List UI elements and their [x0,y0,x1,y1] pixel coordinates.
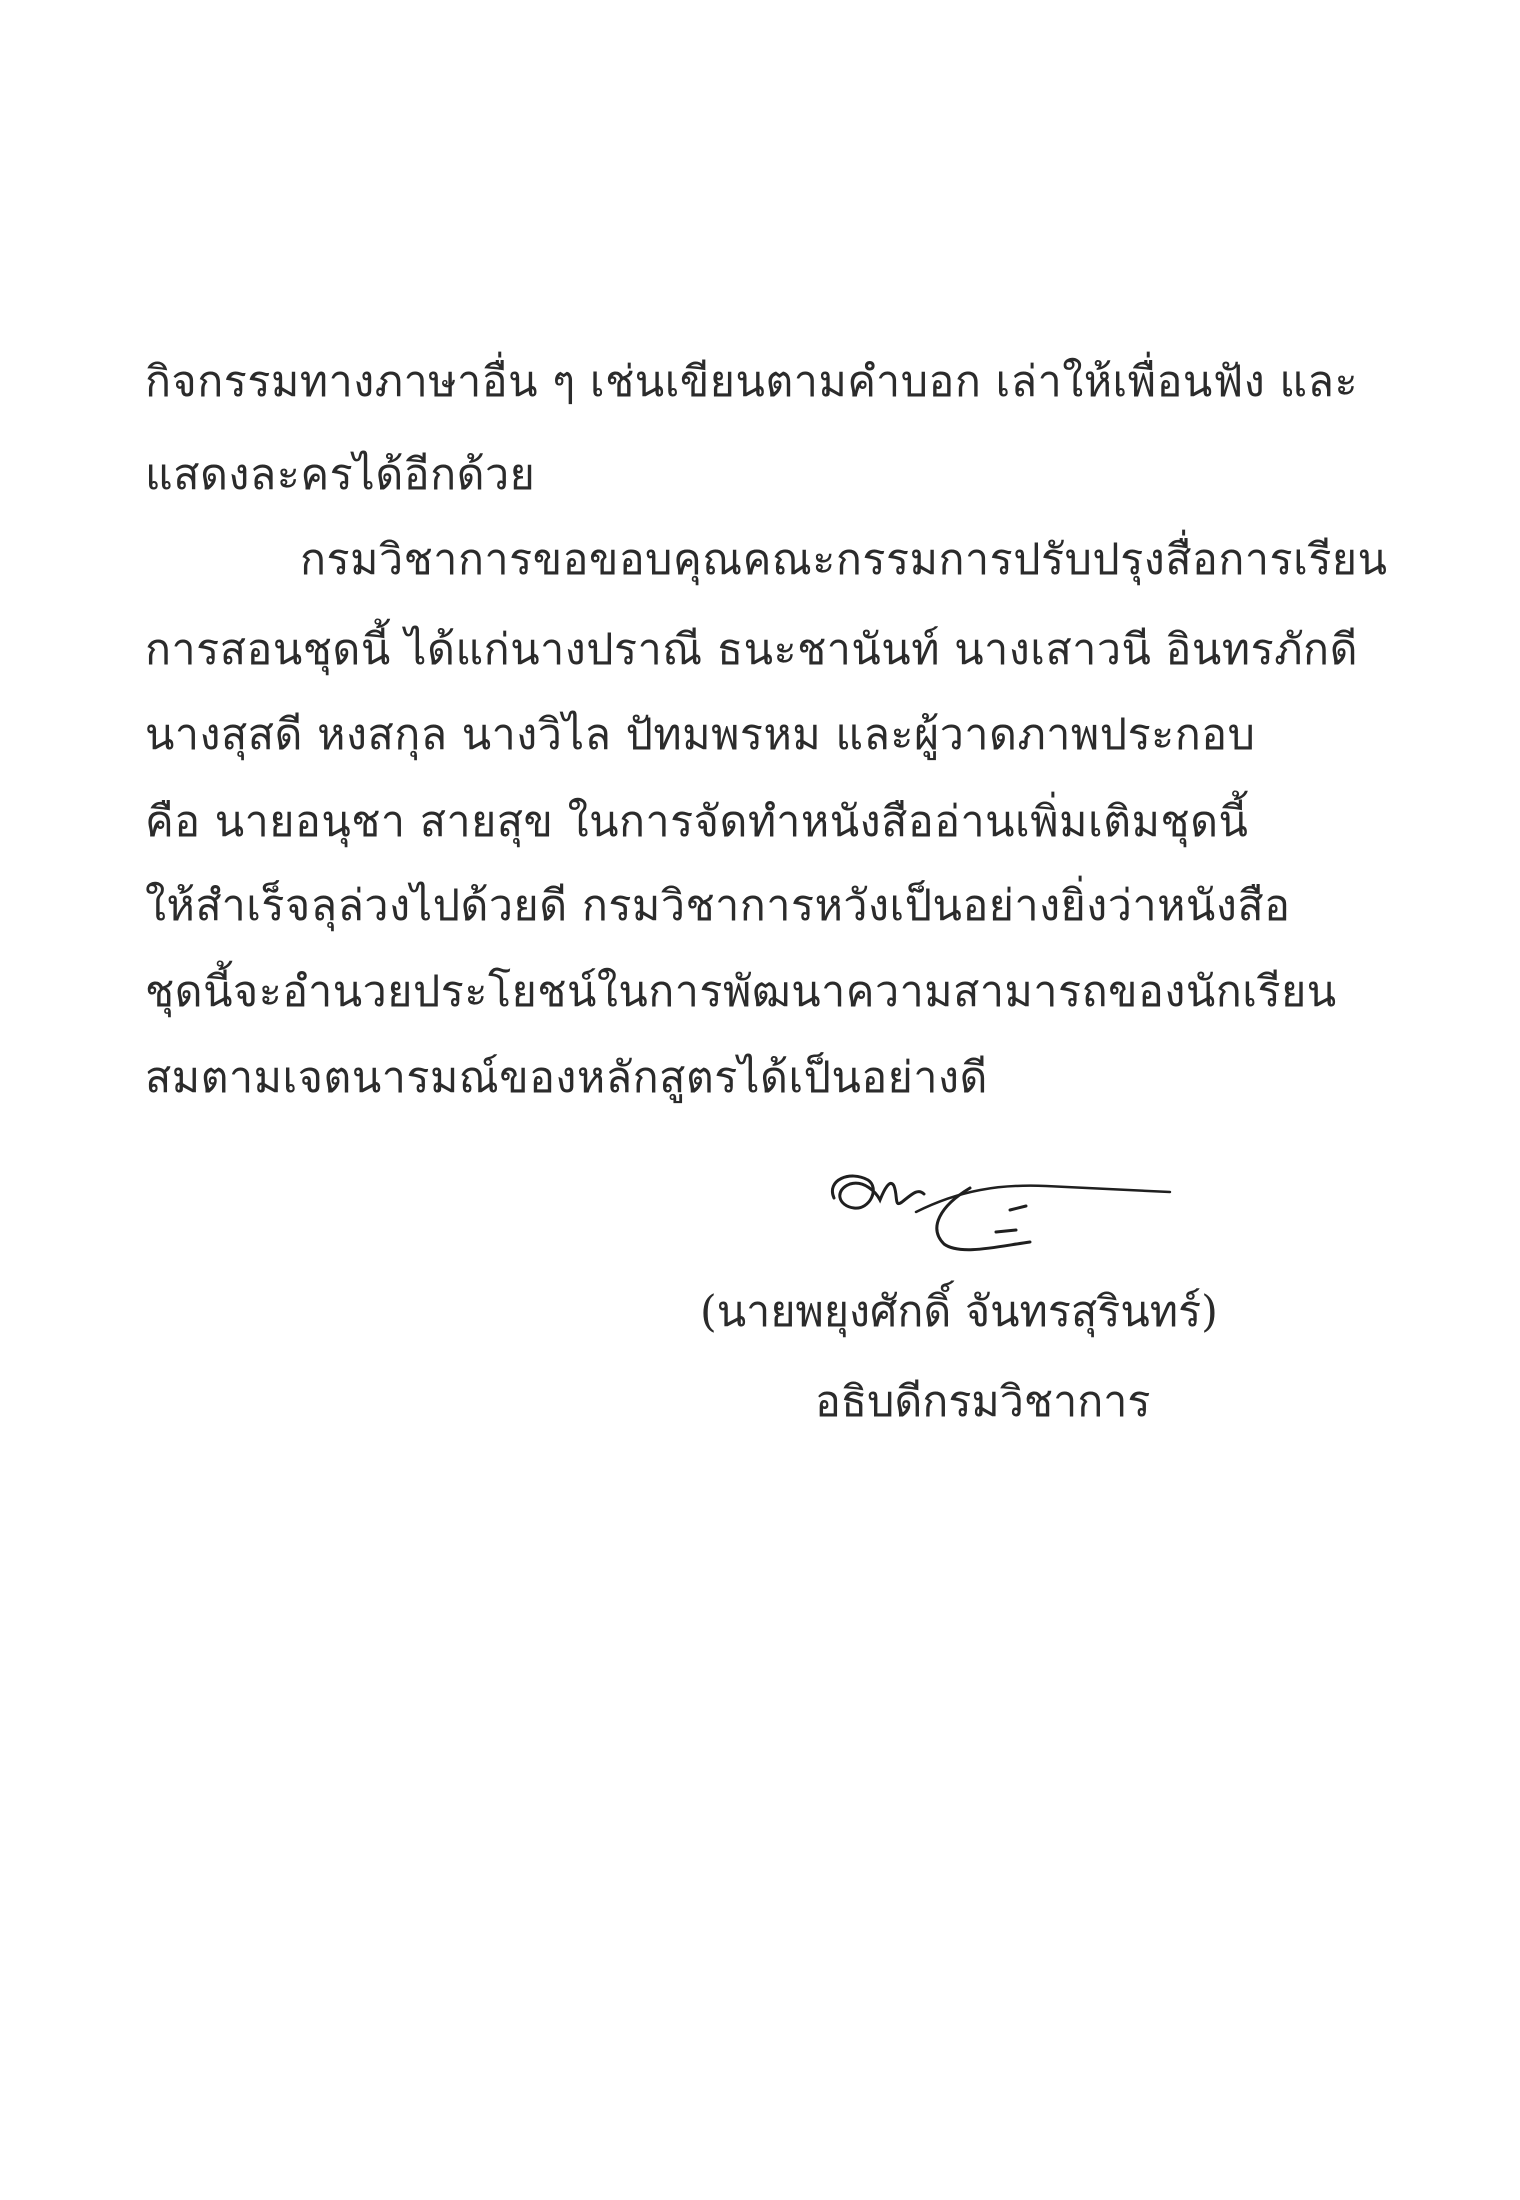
paragraph-2-line-2: การสอนชุดนี้ ได้แก่นางปราณี ธนะชานันท์ นางเสาวนี อินทรภักดี [145,625,1359,675]
signatory-position: อธิบดีกรมวิชาการ [815,1377,1151,1427]
signatory-name: (นายพยุงศักดิ์ จันทรสุรินทร์) [700,1287,1218,1337]
paragraph-2-line-3: นางสุสดี หงสกุล นางวิไล ปัทมพรหม และผู้วาดภาพประกอบ [145,710,1256,760]
handwritten-signature [820,1150,1180,1270]
show-through-mark [330,1525,1410,1585]
show-through-mark [330,1615,1410,1675]
paragraph-2-line-1: กรมวิชาการขอขอบคุณคณะกรรมการปรับปรุงสื่อการเรียน [300,535,1388,585]
paragraph-2-line-5: ให้สำเร็จลุล่วงไปด้วยดี กรมวิชาการหวังเป็นอย่างยิ่งว่าหนังสือ [145,881,1291,931]
paragraph-2-line-6: ชุดนี้จะอำนวยประโยชน์ในการพัฒนาความสามารถของนักเรียน [145,967,1337,1017]
show-through-mark [330,1705,1410,1765]
paragraph-2-line-7: สมตามเจตนารมณ์ของหลักสูตรได้เป็นอย่างดี [145,1053,988,1103]
paragraph-2-line-4: คือ นายอนุชา สายสุข ในการจัดทำหนังสืออ่านเพิ่มเติมชุดนี้ [145,797,1249,847]
paragraph-1-line-1: กิจกรรมทางภาษาอื่น ๆ เช่นเขียนตามคำบอก เล่าให้เพื่อนฟัง และ [145,357,1359,407]
paragraph-1-line-2: แสดงละครได้อีกด้วย [145,450,536,500]
